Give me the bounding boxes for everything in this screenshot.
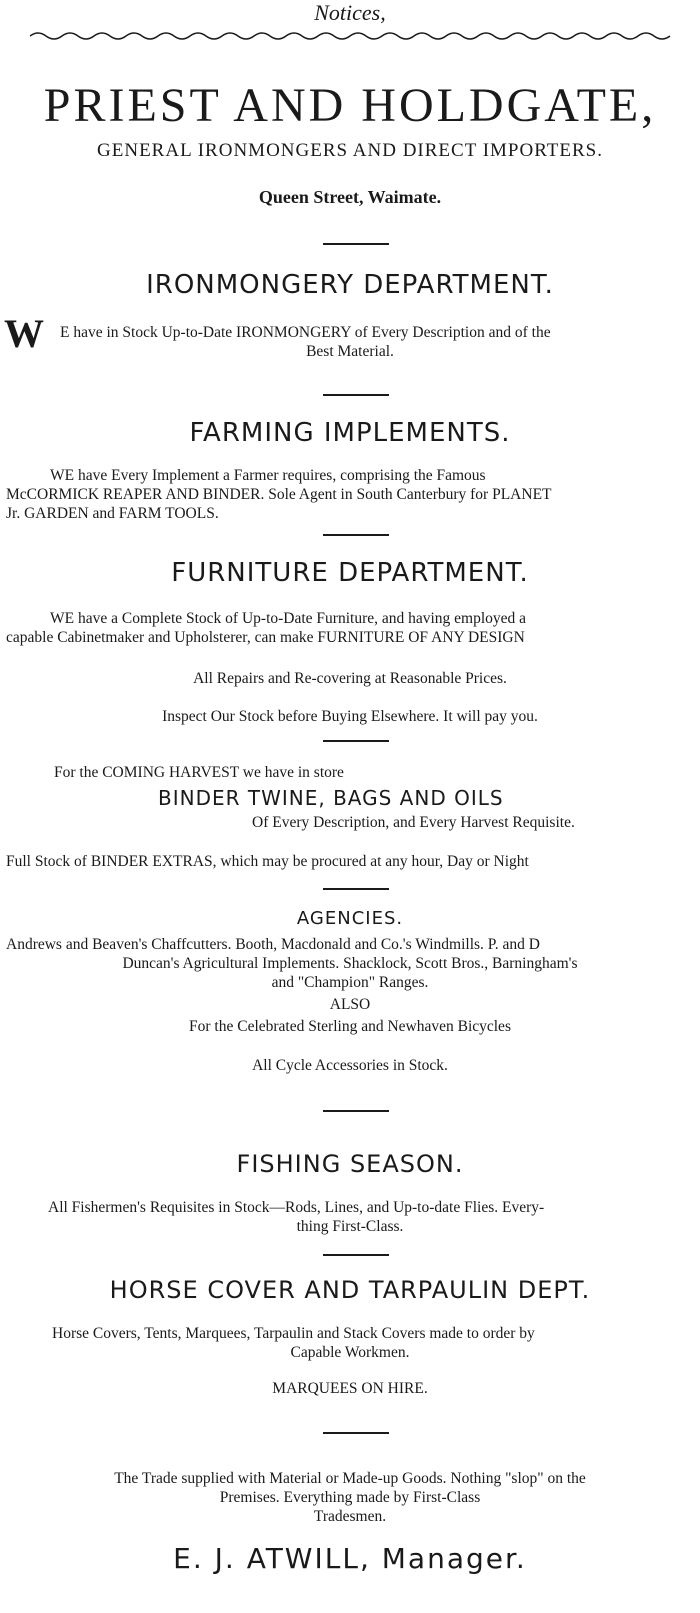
fishing-text-line2: thing First-Class. bbox=[296, 1218, 404, 1235]
trade-text-line2: Premises. Everything made by First-Class bbox=[219, 1489, 481, 1506]
trade-text-line1: The Trade supplied with Material or Made-up Goods. Nothing "slop" on the bbox=[114, 1470, 586, 1487]
horse-text-line2: Capable Workmen. bbox=[290, 1344, 410, 1361]
divider bbox=[323, 534, 389, 536]
horse-heading: HORSE COVER AND TARPAULIN DEPT. bbox=[109, 1276, 591, 1304]
divider bbox=[323, 740, 389, 742]
agencies-heading: AGENCIES. bbox=[296, 908, 404, 929]
harvest-intro: For the COMING HARVEST we have in store bbox=[54, 764, 344, 781]
agencies-also: ALSO bbox=[329, 996, 371, 1013]
agencies-accessories: All Cycle Accessories in Stock. bbox=[252, 1057, 448, 1074]
ironmongery-text-line2: Best Material. bbox=[306, 343, 394, 360]
harvest-text-line2: Full Stock of BINDER EXTRAS, which may be procured at any hour, Day or Night bbox=[6, 853, 529, 870]
harvest-heading: BINDER TWINE, BAGS AND OILS bbox=[158, 786, 504, 810]
agencies-bicycles: For the Celebrated Sterling and Newhaven Bicycles bbox=[189, 1018, 511, 1035]
manager-signature: E. J. ATWILL, Manager. bbox=[173, 1542, 527, 1575]
wavy-divider bbox=[30, 28, 680, 44]
horse-marquees: MARQUEES ON HIRE. bbox=[272, 1380, 428, 1397]
agencies-text-line3: and "Champion" Ranges. bbox=[271, 974, 429, 991]
firm-name: PRIEST AND HOLDGATE, bbox=[43, 79, 657, 132]
agencies-text-line1: Andrews and Beaven's Chaffcutters. Booth, Macdonald and Co.'s Windmills. P. and D bbox=[6, 936, 540, 953]
furniture-repairs: All Repairs and Re-covering at Reasonable Prices. bbox=[193, 670, 507, 687]
furniture-text-line2: capable Cabinetmaker and Upholsterer, can make FURNITURE OF ANY DESIGN bbox=[6, 629, 525, 646]
farming-text-line1: WE have Every Implement a Farmer requires, comprising the Famous bbox=[50, 467, 486, 484]
ironmongery-heading: IRONMONGERY DEPARTMENT. bbox=[146, 270, 554, 300]
furniture-inspect: Inspect Our Stock before Buying Elsewhere. It will pay you. bbox=[162, 708, 538, 725]
ironmongery-text-line1: E have in Stock Up-to-Date IRONMONGERY of Every Description and of the bbox=[60, 324, 551, 341]
fishing-text-line1: All Fishermen's Requisites in Stock—Rods, Lines, and Up-to-date Flies. Every- bbox=[48, 1199, 545, 1216]
divider bbox=[323, 394, 389, 396]
agencies-text-line2: Duncan's Agricultural Implements. Shacklock, Scott Bros., Barningham's bbox=[122, 955, 578, 972]
furniture-heading: FURNITURE DEPARTMENT. bbox=[171, 558, 529, 588]
firm-address: Queen Street, Waimate. bbox=[258, 187, 442, 207]
divider bbox=[323, 1432, 389, 1434]
farming-text-line3: Jr. GARDEN and FARM TOOLS. bbox=[6, 505, 219, 522]
farming-text-line2: McCORMICK REAPER AND BINDER. Sole Agent in South Canterbury for PLANET bbox=[6, 486, 552, 503]
firm-description: GENERAL IRONMONGERS AND DIRECT IMPORTERS. bbox=[97, 140, 603, 161]
farming-heading: FARMING IMPLEMENTS. bbox=[189, 418, 511, 448]
divider bbox=[323, 1110, 389, 1112]
fishing-heading: FISHING SEASON. bbox=[236, 1150, 464, 1178]
trade-text-line3: Tradesmen. bbox=[313, 1508, 387, 1525]
furniture-text-line1: WE have a Complete Stock of Up-to-Date Furniture, and having employed a bbox=[50, 610, 527, 627]
dropcap-letter: W bbox=[4, 311, 44, 356]
divider bbox=[323, 1254, 389, 1256]
harvest-text-line1: Of Every Description, and Every Harvest Requisite. bbox=[252, 814, 575, 831]
divider bbox=[323, 888, 389, 890]
horse-text-line1: Horse Covers, Tents, Marquees, Tarpaulin and Stack Covers made to order by bbox=[52, 1325, 535, 1342]
divider bbox=[323, 243, 389, 245]
section-label: Notices, bbox=[314, 0, 386, 25]
